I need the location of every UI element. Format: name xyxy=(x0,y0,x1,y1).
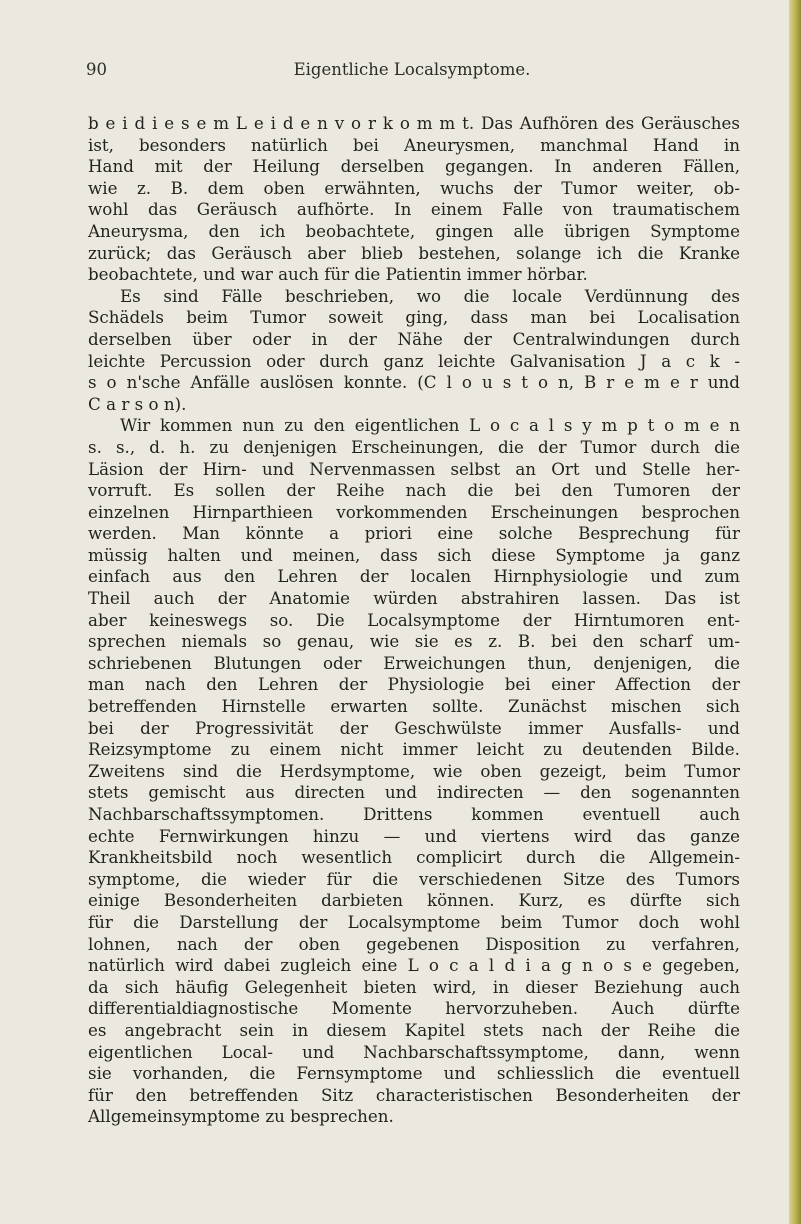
text-line: s. s., d. h. zu denjenigen Erscheinungen, die der Tumor durch die xyxy=(88,436,740,457)
text-line: echte Fernwirkungen hinzu — und viertens wird das ganze xyxy=(88,825,740,846)
text-line: sprechen niemals so genau, wie sie es z. B. bei den scharf um- xyxy=(88,631,740,652)
text-line: natürlich wird dabei zugleich eine L o c a l d i a g n o s e gegeben, xyxy=(88,955,740,976)
page-header xyxy=(86,60,738,90)
text-line: symptome, die wieder für die verschiedenen Sitze des Tumors xyxy=(88,868,740,889)
text-line: Allgemeinsymptome zu besprechen. xyxy=(88,1106,394,1127)
page-edge xyxy=(789,0,801,1224)
text-line: schriebenen Blutungen oder Erweichungen thun, denjenigen, die xyxy=(88,652,740,673)
text-line: Krankheitsbild noch wesentlich complicirt durch die Allgemein- xyxy=(88,847,740,868)
text-line: C a r s o n). xyxy=(88,393,187,414)
text-line: Aneurysma, den ich beobachtete, gingen alle übrigen Symptome xyxy=(88,220,740,241)
text-line: Es sind Fälle beschrieben, wo die locale Verdünnung des xyxy=(120,285,740,306)
text-line: stets gemischt aus directen und indirecten — den sogenannten xyxy=(88,782,740,803)
text-line: b e i d i e s e m L e i d e n v o r k o m m t. Das Aufhören des Geräusches xyxy=(88,113,740,133)
body-text xyxy=(88,113,740,1128)
text-line: lohnen, nach der oben gegebenen Disposition zu verfahren, xyxy=(88,933,740,954)
text-line: Hand mit der Heilung derselben gegangen. In anderen Fällen, xyxy=(88,156,740,177)
page-number: 90 xyxy=(86,60,107,79)
text-line: aber keineswegs so. Die Localsymptome der Hirntumoren ent- xyxy=(88,609,740,630)
text-line: differentialdiagnostische Momente hervorzuheben. Auch dürfte xyxy=(88,998,740,1019)
text-line: eigentlichen Local- und Nachbarschaftssymptome, dann, wenn xyxy=(88,1041,740,1062)
text-line: Reizsymptome zu einem nicht immer leicht zu deutenden Bilde. xyxy=(88,739,740,760)
text-line: wie z. B. dem oben erwähnten, wuchs der Tumor weiter, ob- xyxy=(88,177,740,198)
text-line: Zweitens sind die Herdsymptome, wie oben gezeigt, beim Tumor xyxy=(88,760,740,781)
text-line: vorruft. Es sollen der Reihe nach die bei den Tumoren der xyxy=(88,480,740,501)
text-line: da sich häufig Gelegenheit bieten wird, in dieser Beziehung auch xyxy=(88,976,740,997)
text-line: beobachtete, und war auch für die Patientin immer hörbar. xyxy=(88,264,588,285)
text-line: sie vorhanden, die Fernsymptome und schliesslich die eventuell xyxy=(88,1063,740,1084)
text-line: wohl das Geräusch aufhörte. In einem Falle von traumatischem xyxy=(88,199,740,220)
text-line: man nach den Lehren der Physiologie bei einer Affection der xyxy=(88,674,740,695)
text-line: Läsion der Hirn- und Nervenmassen selbst an Ort und Stelle her- xyxy=(88,458,740,479)
text-line: für den betreffenden Sitz characteristischen Besonderheiten der xyxy=(88,1084,740,1105)
text-line: einfach aus den Lehren der localen Hirnphysiologie und zum xyxy=(88,566,740,587)
text-line: werden. Man könnte a priori eine solche Besprechung für xyxy=(88,523,740,544)
text-line: einzelnen Hirnparthieen vorkommenden Erscheinungen besprochen xyxy=(88,501,740,522)
running-head: Eigentliche Localsymptome. xyxy=(293,60,531,79)
text-line: einige Besonderheiten darbieten können. Kurz, es dürfte sich xyxy=(88,890,740,911)
text-line: derselben über oder in der Nähe der Centralwindungen durch xyxy=(88,328,740,349)
text-line: Nachbarschaftssymptomen. Drittens kommen eventuell auch xyxy=(88,804,740,824)
text-line: leichte Percussion oder durch ganz leichte Galvanisation J a c k - xyxy=(88,350,740,371)
text-line: für die Darstellung der Localsymptome beim Tumor doch wohl xyxy=(88,911,740,932)
text-line: Wir kommen nun zu den eigentlichen L o c a l s y m p t o m e n xyxy=(120,415,740,436)
text-line: ist, besonders natürlich bei Aneurysmen, manchmal Hand in xyxy=(88,134,740,155)
text-line: Schädels beim Tumor soweit ging, dass man bei Localisation xyxy=(88,307,740,328)
text-line: s o n'sche Anfälle auslösen konnte. (C l o u s t o n, B r e m e r und xyxy=(88,372,740,393)
text-line: es angebracht sein in diesem Kapitel stets nach der Reihe die xyxy=(88,1019,740,1040)
text-line: bei der Progressivität der Geschwülste immer Ausfalls- und xyxy=(88,717,740,738)
text-line: betreffenden Hirnstelle erwarten sollte. Zunächst mischen sich xyxy=(88,696,740,717)
text-line: Theil auch der Anatomie würden abstrahiren lassen. Das ist xyxy=(88,588,740,609)
text-line: müssig halten und meinen, dass sich diese Symptome ja ganz xyxy=(88,544,740,565)
text-line: zurück; das Geräusch aber blieb bestehen, solange ich die Kranke xyxy=(88,242,740,263)
